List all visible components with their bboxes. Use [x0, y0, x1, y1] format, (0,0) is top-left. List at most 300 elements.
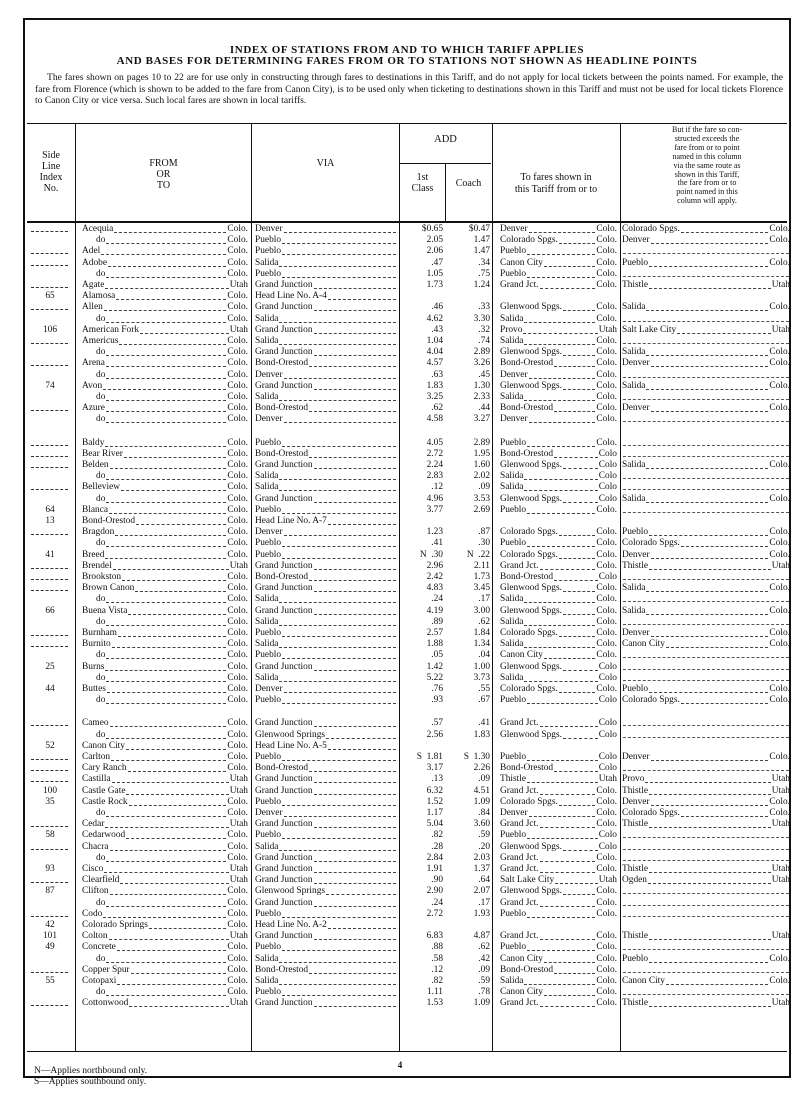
fare-point-state: Colo. [596, 392, 617, 402]
leader-dots [105, 280, 228, 289]
station-name-text: Codo [82, 908, 103, 919]
station-name-state: Colo. [227, 841, 248, 852]
coach-fare: .62 [478, 616, 490, 627]
via-route-text: Grand Junction [255, 280, 313, 290]
via-route [255, 280, 397, 291]
station-cell [82, 628, 248, 639]
coach-fare: 2.03 [473, 852, 490, 863]
fare-point-cell [500, 718, 617, 729]
table-row [25, 482, 793, 493]
via-cell [255, 886, 397, 897]
fare-point-state: Colo. [596, 302, 617, 313]
side-line-index: 74 [45, 380, 55, 391]
coach-fare: .75 [478, 268, 490, 279]
station-name-text: Castle Rock [82, 796, 128, 807]
via-route-text: Grand Junction [255, 324, 313, 335]
index-dash [31, 287, 68, 288]
side-line-index: 93 [45, 864, 55, 874]
fare-point-cell [500, 741, 617, 752]
alternate-point-cell [622, 786, 790, 797]
side-line-index [29, 280, 71, 291]
via-route [255, 920, 397, 931]
side-line-index [29, 358, 71, 369]
first-class-fare: .58 [431, 953, 443, 964]
alternate-point-cell [622, 336, 790, 347]
station-name [82, 842, 248, 853]
leader-dots [328, 741, 396, 750]
fare-point-cell [500, 987, 617, 998]
via-route-text: Salida [255, 976, 279, 986]
header-from: FROM OR TO [149, 158, 178, 191]
via-route [255, 628, 397, 639]
alternate-point-state: Colo. [769, 808, 790, 818]
table-row [25, 741, 793, 752]
side-line-index [29, 752, 71, 763]
alternate-point-cell [622, 673, 790, 684]
fare-point-state: Colo. [596, 527, 617, 538]
leader-dots [114, 224, 226, 233]
fare-point [500, 606, 617, 617]
station-cell [82, 673, 248, 684]
alternate-point-cell [622, 224, 790, 235]
alternate-point-text: Thistle [622, 819, 649, 830]
via-route-text: Bond-Orestod [255, 964, 309, 975]
leader-dots [282, 550, 396, 559]
alternate-point-cell [622, 797, 790, 808]
fare-point [500, 864, 617, 875]
leader-dots [314, 819, 396, 828]
via-cell [255, 741, 397, 752]
fare-point-cell [500, 392, 617, 403]
fare-point [500, 302, 617, 313]
table-row [25, 886, 793, 897]
alternate-point-state: Colo. [769, 347, 790, 358]
fare-point [500, 258, 617, 269]
fare-point-cell [500, 370, 617, 381]
leader-dots [129, 797, 227, 806]
fare-point [500, 494, 617, 505]
table-row [25, 830, 793, 841]
leader-dots [527, 695, 598, 704]
station-name-state: Colo. [227, 583, 248, 594]
index-dash [31, 826, 68, 827]
station-name [82, 998, 248, 1009]
alternate-point-cell [622, 291, 790, 302]
fare-point-state: Colo. [596, 616, 617, 627]
leader-dots [649, 561, 771, 570]
table-row [25, 302, 793, 313]
station-cell [82, 976, 248, 987]
fare-point [500, 695, 617, 706]
station-name [82, 505, 248, 516]
fare-point-cell [500, 606, 617, 617]
table-row [25, 819, 793, 830]
coach-fare: .87 [478, 527, 490, 538]
side-line-index [29, 998, 71, 1009]
via-route-text: Salida [255, 257, 279, 268]
station-name-text: do [96, 672, 106, 683]
via-route [255, 774, 397, 785]
alternate-point-text: Provo [622, 774, 645, 785]
via-route-text: Grand Junction [255, 583, 313, 594]
station-name-state: Colo. [227, 639, 248, 650]
table-row [25, 594, 793, 605]
station-cell [82, 538, 248, 549]
alternate-point-state: Colo. [769, 684, 790, 694]
first-class-fare: 1.53 [426, 998, 443, 1009]
first-class-fare: 4.58 [426, 414, 443, 425]
leader-dots [666, 639, 768, 648]
alternate-point-state: Colo. [769, 493, 790, 504]
first-class-fare: 6.83 [426, 931, 443, 942]
fare-point-cell [500, 414, 617, 425]
fare-point-cell [500, 965, 617, 976]
coach-fare: 3.60 [473, 819, 490, 830]
station-name [82, 572, 248, 583]
via-route-text: Bond-Orestod [255, 403, 309, 414]
via-route [255, 358, 397, 369]
coach-fare: .44 [478, 403, 490, 414]
leader-dots [524, 594, 595, 603]
station-name-text: do [96, 987, 106, 998]
first-class-fare: 1.88 [426, 639, 443, 650]
fare-point-text: Canon City [500, 953, 543, 964]
via-cell [255, 505, 397, 516]
alternate-point [622, 819, 790, 830]
station-name-state: Colo. [227, 448, 248, 459]
leader-dots [563, 606, 595, 615]
station-name [82, 527, 248, 538]
via-route-text: Salida [255, 594, 279, 605]
station-name-text: do [96, 268, 106, 279]
station-name [82, 954, 248, 965]
leader-dots [540, 864, 596, 873]
alternate-point [622, 550, 790, 561]
alternate-point-text: Denver [622, 752, 650, 762]
fare-point [500, 347, 617, 358]
via-cell [255, 550, 397, 561]
fare-point-cell [500, 358, 617, 369]
station-name [82, 617, 248, 628]
station-cell [82, 594, 248, 605]
fare-point-state: Colo. [596, 224, 617, 234]
leader-dots [106, 392, 226, 401]
alternate-point-cell [622, 246, 790, 257]
alternate-point [622, 875, 790, 886]
index-dash [31, 467, 68, 468]
coach-fare: 1.37 [473, 864, 490, 874]
fare-point-text: Canon City [500, 257, 543, 268]
fare-point-cell [500, 819, 617, 830]
side-line-index: 55 [45, 976, 55, 986]
table-row [25, 561, 793, 572]
alternate-point [622, 606, 790, 617]
leader-dots [649, 931, 771, 940]
alternate-point-cell [622, 684, 790, 695]
table-row [25, 639, 793, 650]
side-line-index: 44 [45, 684, 55, 694]
via-cell [255, 302, 397, 313]
leader-dots [111, 752, 226, 761]
side-line-index: 87 [45, 886, 55, 897]
leader-dots [645, 774, 770, 783]
fare-point [500, 954, 617, 965]
alternate-point [622, 538, 790, 549]
page-number: 4 [397, 1060, 403, 1070]
table-row [25, 673, 793, 684]
leader-dots [314, 302, 396, 311]
via-route-text: Salida [255, 672, 279, 683]
fare-point-state: Colo. [596, 504, 617, 515]
alternate-point [622, 224, 790, 235]
station-name [82, 370, 248, 381]
coach-fare: .84 [478, 808, 490, 818]
station-name-text: Baldy [82, 437, 105, 448]
fare-point [500, 718, 617, 729]
via-route-text: Salida [255, 953, 279, 964]
fare-point-cell [500, 998, 617, 1009]
fare-point-cell [500, 572, 617, 583]
header-top-rule [27, 123, 787, 124]
alternate-point-text: Thistle [622, 280, 649, 290]
station-name-text: do [96, 369, 106, 380]
station-name [82, 291, 248, 302]
leader-dots [563, 347, 595, 356]
fare-point [500, 449, 617, 460]
fare-point-state: Colo. [596, 864, 617, 874]
station-cell [82, 235, 248, 246]
station-name-text: Agate [82, 280, 105, 290]
station-cell [82, 920, 248, 931]
via-cell [255, 976, 397, 987]
via-cell [255, 381, 397, 392]
side-line-index [29, 224, 71, 235]
table-row [25, 606, 793, 617]
alternate-dash [623, 860, 789, 861]
via-cell [255, 819, 397, 830]
table-row [25, 909, 793, 920]
first-class-fare: 1.83 [426, 380, 443, 391]
coach-fare: 2.11 [473, 560, 490, 571]
coach-fare: 1.93 [473, 908, 490, 919]
fare-point-text: Glenwood Spgs. [500, 347, 562, 358]
station-name-state: Colo. [227, 302, 248, 313]
station-name-text: Adel [82, 246, 101, 257]
first-class-fare: 5.22 [426, 672, 443, 683]
station-name [82, 909, 248, 920]
leader-dots [563, 842, 598, 851]
leader-dots [540, 786, 596, 795]
via-cell [255, 224, 397, 235]
table-row [25, 224, 793, 235]
table-row [25, 505, 793, 516]
leader-dots [328, 516, 396, 525]
leader-dots [106, 471, 226, 480]
station-cell [82, 336, 248, 347]
fare-point-state: Colo. [596, 897, 617, 908]
first-class-fare [397, 920, 443, 931]
table-row [25, 516, 793, 527]
fare-point-cell [500, 381, 617, 392]
table-row [25, 527, 793, 538]
fare-point-state: Colo. [596, 908, 617, 919]
via-cell [255, 438, 397, 449]
fare-point [500, 987, 617, 998]
index-dash [31, 882, 68, 883]
station-name [82, 673, 248, 684]
leader-dots [554, 763, 598, 772]
first-class-fare: 3.17 [426, 763, 443, 774]
fare-point-cell [500, 976, 617, 987]
fare-point [500, 246, 617, 257]
leader-dots [279, 258, 396, 267]
via-cell [255, 527, 397, 538]
via-route [255, 224, 397, 235]
via-route-text: Denver [255, 527, 283, 538]
first-class-fare: .88 [431, 942, 443, 953]
alternate-dash [623, 972, 789, 973]
first-class-fare: .24 [431, 897, 443, 908]
station-cell [82, 808, 248, 819]
side-line-index [29, 695, 71, 706]
station-name-text: Burnito [82, 639, 111, 650]
leader-dots [314, 280, 396, 289]
fare-point [500, 853, 617, 864]
alternate-dash [623, 837, 789, 838]
alternate-dash [623, 893, 789, 894]
via-cell [255, 774, 397, 785]
via-route-text: Bond-Orestod [255, 358, 309, 369]
via-route-text: Pueblo [255, 437, 282, 448]
side-line-index [29, 954, 71, 965]
leader-dots [284, 527, 396, 536]
station-name-text: Bragdon [82, 527, 115, 538]
coach-fare: .45 [478, 369, 490, 380]
table-row [25, 842, 793, 853]
via-route-text: Pueblo [255, 538, 282, 549]
station-cell [82, 291, 248, 302]
station-name [82, 931, 248, 942]
leader-dots [314, 494, 396, 503]
alternate-dash [623, 399, 789, 400]
leader-dots [128, 763, 227, 772]
coach-fare [447, 920, 490, 931]
station-name-state: Colo. [227, 403, 248, 414]
leader-dots [106, 347, 226, 356]
via-route [255, 505, 397, 516]
side-line-index [29, 583, 71, 594]
leader-dots [106, 314, 226, 323]
coach-fare: .41 [478, 718, 490, 729]
first-class-fare: 2.42 [426, 572, 443, 582]
header-add: ADD [434, 134, 457, 145]
table-row [25, 875, 793, 886]
via-route [255, 875, 397, 886]
fare-point-state: Colo. [596, 347, 617, 358]
fare-point-text: Denver [500, 414, 528, 425]
alternate-point-cell [622, 774, 790, 785]
leader-dots [106, 403, 227, 412]
alternate-point-text: Colorado Spgs. [622, 538, 680, 549]
station-name-state: Colo. [227, 538, 248, 549]
alternate-point-cell [622, 269, 790, 280]
via-cell [255, 730, 397, 741]
fare-point [500, 898, 617, 909]
fare-point-text: Bond-Orestod [500, 358, 554, 369]
station-name [82, 358, 248, 369]
alternate-dash [623, 770, 789, 771]
fare-point-text: Denver [500, 808, 528, 818]
station-name-text: Adobe [82, 257, 107, 268]
via-cell [255, 370, 397, 381]
leader-dots [136, 516, 226, 525]
station-cell [82, 438, 248, 449]
station-name-state: Colo. [227, 437, 248, 448]
alternate-point-state: Colo. [769, 549, 790, 560]
via-cell [255, 808, 397, 819]
station-name-state: Colo. [227, 942, 248, 953]
side-line-index [29, 730, 71, 741]
via-route-text: Pueblo [255, 942, 282, 953]
coach-fare: .42 [478, 953, 490, 964]
fare-point-state: Colo. [596, 380, 617, 391]
leader-dots [131, 965, 227, 974]
fare-point-cell [500, 864, 617, 875]
station-name [82, 695, 248, 706]
first-class-fare: .63 [431, 369, 443, 380]
alternate-point-cell [622, 954, 790, 965]
via-route-text: Grand Junction [255, 560, 313, 571]
leader-dots [649, 864, 771, 873]
via-cell [255, 662, 397, 673]
fare-point-state: Colo [598, 471, 617, 482]
fare-point [500, 628, 617, 639]
coach-fare: .59 [478, 976, 490, 986]
first-class-fare [397, 741, 443, 752]
fare-point-cell [500, 617, 617, 628]
leader-dots [282, 797, 396, 806]
fare-point [500, 617, 617, 628]
station-cell [82, 550, 248, 561]
table-row [25, 370, 793, 381]
leader-dots [282, 650, 396, 659]
coach-fare: .04 [478, 650, 490, 661]
station-name-state: Utah [229, 280, 248, 290]
leader-dots [106, 370, 226, 379]
via-route [255, 741, 397, 752]
fare-point-cell [500, 336, 617, 347]
station-name-text: do [96, 235, 106, 246]
table-row [25, 617, 793, 628]
leader-dots [282, 505, 396, 514]
fare-point [500, 583, 617, 594]
fare-point-cell [500, 730, 617, 741]
coach-fare: 1.95 [473, 448, 490, 459]
coach-fare: 1.00 [473, 661, 490, 672]
alternate-point-cell [622, 830, 790, 841]
leader-dots [524, 976, 595, 985]
fare-point-cell [500, 695, 617, 706]
coach-fare: 3.00 [473, 605, 490, 616]
side-line-index [29, 853, 71, 864]
leader-dots [524, 471, 597, 480]
station-name [82, 639, 248, 650]
alternate-dash [623, 276, 789, 277]
side-line-index [29, 403, 71, 414]
fare-point-text: Pueblo [500, 830, 527, 841]
coach-fare: .59 [478, 830, 490, 841]
fare-point-state: Colo. [596, 583, 617, 594]
